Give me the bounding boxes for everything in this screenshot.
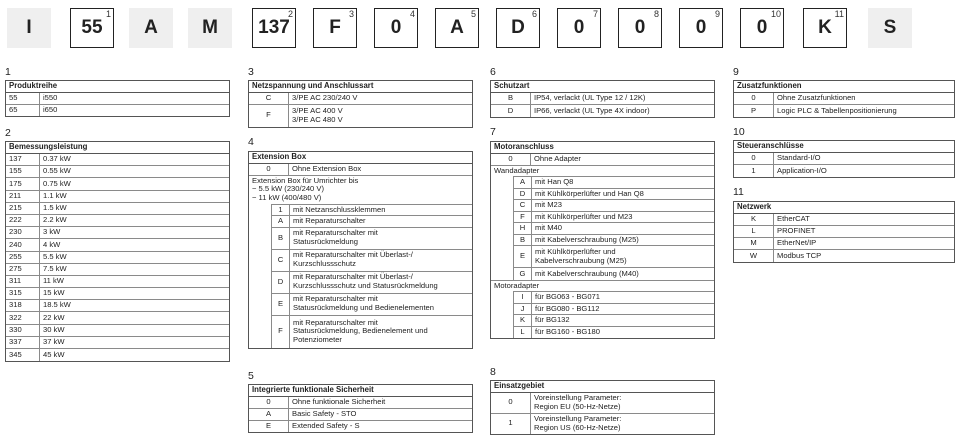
section-table xyxy=(733,201,955,263)
description: i650 xyxy=(43,104,58,114)
code-letter: 137 xyxy=(258,17,290,38)
description: 7.5 kW xyxy=(43,263,67,273)
table-row xyxy=(6,337,229,349)
code-position-number: 7 xyxy=(592,9,598,19)
section-table xyxy=(5,80,230,117)
description: mit Reparaturschalter xyxy=(293,216,366,226)
code-letter: 0 xyxy=(695,17,707,38)
code-box xyxy=(679,8,723,48)
code-value: K xyxy=(734,214,774,225)
description: 11 kW xyxy=(43,276,64,286)
description: Ohne Extension Box xyxy=(292,163,362,173)
table-title: Zusatzfunktionen xyxy=(734,81,954,93)
code-value: 215 xyxy=(6,203,40,214)
description: mit Kabelverschraubung (M25) xyxy=(535,234,639,244)
section-table xyxy=(248,80,473,128)
table-row xyxy=(272,316,472,348)
code-value: A xyxy=(249,409,289,420)
table-row xyxy=(514,212,714,224)
code-letter: S xyxy=(883,17,897,38)
description: EtherNet/IP xyxy=(777,238,817,248)
code-letter: 55 xyxy=(81,17,103,38)
code-position-number: 4 xyxy=(409,9,415,19)
code-value: B xyxy=(272,228,290,249)
section-table xyxy=(5,141,230,362)
section-number: 1 xyxy=(5,66,11,78)
code-value: 137 xyxy=(6,154,40,165)
code-value: 318 xyxy=(6,300,40,311)
table-row xyxy=(6,325,229,337)
table-row xyxy=(514,223,714,235)
table-row xyxy=(734,93,954,105)
table-row xyxy=(272,294,472,316)
table-row xyxy=(734,214,954,226)
code-value: 222 xyxy=(6,215,40,226)
description: für BG063 - BG071 xyxy=(535,292,601,302)
code-value: D xyxy=(514,189,532,200)
table-row xyxy=(6,239,229,251)
table-row xyxy=(514,304,714,316)
table-row xyxy=(491,393,714,414)
table-row xyxy=(6,154,229,166)
table-title: Netzwerk xyxy=(734,202,954,214)
code-value: 0 xyxy=(734,153,774,164)
table-title: Motoranschluss xyxy=(491,142,714,154)
description: 15 kW xyxy=(43,288,65,298)
table-row xyxy=(491,154,714,166)
description: Modbus TCP xyxy=(777,250,822,260)
code-position-number: 5 xyxy=(470,9,476,19)
code-value: 0 xyxy=(491,393,531,413)
code-value: W xyxy=(734,250,774,262)
description: Voreinstellung Parameter: Region EU (50-Hz-Netze) xyxy=(534,393,622,411)
section-number: 3 xyxy=(248,66,254,78)
code-value: C xyxy=(249,93,289,104)
code-value: E xyxy=(272,294,290,315)
table-row xyxy=(734,250,954,262)
code-box xyxy=(435,8,479,48)
description: 1.5 kW xyxy=(43,202,67,212)
code-box xyxy=(618,8,662,48)
section-number: 11 xyxy=(733,186,744,198)
table-title: Integrierte funktionale Sicherheit xyxy=(249,385,472,397)
description: 18.5 kW xyxy=(43,300,71,310)
code-position-number: 1 xyxy=(105,9,111,19)
code-value: D xyxy=(272,272,290,293)
description: 1.1 kW xyxy=(43,190,67,200)
code-value: F xyxy=(249,105,289,127)
description: mit Netzanschlussklemmen xyxy=(293,204,386,214)
code-value: 175 xyxy=(6,178,40,189)
code-position-number: 9 xyxy=(714,9,720,19)
table-row xyxy=(6,276,229,288)
table-row xyxy=(6,166,229,178)
code-value: B xyxy=(491,93,531,104)
description: 0.75 kW xyxy=(43,178,71,188)
table-row xyxy=(514,177,714,189)
code-position-number: 10 xyxy=(770,9,781,19)
section-table xyxy=(733,80,955,118)
table-row xyxy=(491,105,714,117)
code-letter: A xyxy=(144,17,158,38)
description: mit Kühlkörperlüfter und Kabelverschraubung (M25) xyxy=(535,247,627,265)
section-number: 10 xyxy=(733,126,745,138)
code-box xyxy=(252,8,296,48)
description: IP66, verlackt (UL Type 4X indoor) xyxy=(534,105,650,115)
extension-box-note: Extension Box für Umrichter bis − 5.5 kW (230/240 V) − 11 kW (400/480 V) xyxy=(252,175,359,202)
code-letter: K xyxy=(818,17,832,38)
section-number: 6 xyxy=(490,66,496,78)
table-row xyxy=(514,315,714,327)
description: Extended Safety - S xyxy=(292,421,360,431)
section-table xyxy=(248,151,473,349)
table-title: Bemessungsleistung xyxy=(6,142,229,154)
description: Voreinstellung Parameter: Region US (60-Hz-Netze) xyxy=(534,414,622,432)
section-table xyxy=(490,80,715,118)
code-value: C xyxy=(272,250,290,271)
code-letter: M xyxy=(202,17,218,38)
description: mit Han Q8 xyxy=(535,177,574,187)
table-row xyxy=(272,228,472,250)
table-row xyxy=(514,246,714,268)
description: für BG080 - BG112 xyxy=(535,303,600,313)
description: 2.2 kW xyxy=(43,215,67,225)
code-value: H xyxy=(514,223,532,234)
description: mit Reparaturschalter mit Statusrückmeldung und Bedienelementen xyxy=(293,294,434,313)
description: mit M23 xyxy=(535,200,563,210)
code-box xyxy=(496,8,540,48)
code-letter: I xyxy=(26,17,32,38)
code-value: C xyxy=(514,200,532,211)
description: 3/PE AC 400 V 3/PE AC 480 V xyxy=(292,105,343,124)
description: für BG132 xyxy=(535,315,570,325)
code-value: 211 xyxy=(6,191,40,202)
code-box xyxy=(374,8,418,48)
code-value: 330 xyxy=(6,325,40,336)
description: 3/PE AC 230/240 V xyxy=(292,92,358,102)
table-row xyxy=(6,264,229,276)
code-box xyxy=(803,8,847,48)
table-row xyxy=(249,93,472,105)
code-position-number: 11 xyxy=(834,9,844,19)
table-row xyxy=(272,205,472,217)
table-row xyxy=(249,421,472,433)
description: Logic PLC & Tabellenpositionierung xyxy=(777,105,897,115)
table-row xyxy=(734,238,954,250)
description: für BG160 - BG180 xyxy=(535,327,601,337)
table-row xyxy=(6,312,229,324)
table-row xyxy=(249,164,472,176)
code-value: J xyxy=(514,304,532,315)
table-row xyxy=(272,272,472,294)
description: mit Reparaturschalter mit Überlast-/ Kurzschlussschutz und Statusrückmeldung xyxy=(293,272,438,291)
code-value: 322 xyxy=(6,312,40,323)
code-value: P xyxy=(734,105,774,117)
code-value: 55 xyxy=(6,93,40,104)
sub-table xyxy=(271,204,472,348)
code-box xyxy=(188,8,232,48)
description: 0.55 kW xyxy=(43,166,71,176)
table-row xyxy=(734,226,954,238)
code-value: 315 xyxy=(6,288,40,299)
section-table xyxy=(490,141,715,339)
code-value: G xyxy=(514,268,532,280)
table-row xyxy=(6,93,229,105)
section-number: 4 xyxy=(248,136,254,148)
code-value: B xyxy=(514,235,532,246)
table-row xyxy=(249,105,472,127)
section-number: 7 xyxy=(490,126,496,138)
table-row xyxy=(514,327,714,339)
table-row xyxy=(6,191,229,203)
code-box xyxy=(70,8,114,48)
description: 37 kW xyxy=(43,337,65,347)
section-table xyxy=(733,140,955,178)
code-letter: 0 xyxy=(756,17,768,38)
code-value: 0 xyxy=(249,397,289,408)
code-box xyxy=(129,8,173,48)
table-row xyxy=(734,153,954,165)
table-row xyxy=(734,165,954,177)
code-position-number: 8 xyxy=(653,9,659,19)
description: Ohne Adapter xyxy=(534,153,581,163)
description: EtherCAT xyxy=(777,214,810,224)
description: 4 kW xyxy=(43,239,61,249)
description: 0.37 kW xyxy=(43,154,71,164)
table-row xyxy=(514,235,714,247)
code-value: 345 xyxy=(6,349,40,361)
code-value: 255 xyxy=(6,252,40,263)
description: 5.5 kW xyxy=(43,251,67,261)
code-value: F xyxy=(272,316,290,348)
description: 45 kW xyxy=(43,349,65,359)
table-row xyxy=(491,93,714,105)
table-row xyxy=(272,250,472,272)
code-value: 0 xyxy=(249,164,289,175)
code-value: 275 xyxy=(6,264,40,275)
code-value: 311 xyxy=(6,276,40,287)
table-row xyxy=(6,105,229,117)
table-row xyxy=(6,178,229,190)
code-position-number: 6 xyxy=(531,9,537,19)
table-title: Steueranschlüsse xyxy=(734,141,954,153)
table-title: Netzspannung und Anschlussart xyxy=(249,81,472,93)
code-letter: 0 xyxy=(390,17,402,38)
code-value: L xyxy=(734,226,774,237)
code-letter: F xyxy=(329,17,341,38)
code-letter: D xyxy=(511,17,525,38)
code-value: L xyxy=(514,327,532,339)
code-value: 337 xyxy=(6,337,40,348)
table-row xyxy=(514,292,714,304)
table-row xyxy=(6,349,229,361)
code-value: I xyxy=(514,292,532,303)
table-row xyxy=(6,288,229,300)
description: PROFINET xyxy=(777,226,816,236)
code-box xyxy=(7,8,51,48)
code-value: 230 xyxy=(6,227,40,238)
code-box xyxy=(557,8,601,48)
description: Ohne funktionale Sicherheit xyxy=(292,397,386,407)
section-table xyxy=(248,384,473,433)
table-title: Extension Box xyxy=(249,152,472,164)
table-row xyxy=(514,189,714,201)
description: i550 xyxy=(43,92,58,102)
code-value: 0 xyxy=(734,93,774,104)
description: mit Kühlkörperlüfter und M23 xyxy=(535,211,633,221)
description: 30 kW xyxy=(43,324,65,334)
table-row xyxy=(6,227,229,239)
code-position-number: 2 xyxy=(287,9,293,19)
group-label: Wandadapter xyxy=(494,165,540,175)
section-number: 5 xyxy=(248,370,254,382)
description: mit Kabelverschraubung (M40) xyxy=(535,268,639,278)
section-table xyxy=(490,380,715,435)
description: Basic Safety - STO xyxy=(292,408,357,418)
description: mit Reparaturschalter mit Statusrückmeldung xyxy=(293,228,378,247)
code-value: 65 xyxy=(6,105,40,117)
table-row xyxy=(249,397,472,409)
table-row xyxy=(734,105,954,117)
code-value: F xyxy=(514,212,532,223)
code-value: 155 xyxy=(6,166,40,177)
code-value: M xyxy=(734,238,774,249)
code-value: A xyxy=(272,216,290,227)
table-row xyxy=(491,414,714,435)
table-row xyxy=(6,252,229,264)
table-row xyxy=(6,215,229,227)
table-title: Schutzart xyxy=(491,81,714,93)
code-letter: 0 xyxy=(573,17,585,38)
description: mit Reparaturschalter mit Überlast-/ Kurzschlussschutz xyxy=(293,250,413,269)
code-box xyxy=(313,8,357,48)
description: mit Kühlkörperlüfter und Han Q8 xyxy=(535,188,644,198)
sub-table xyxy=(513,176,714,280)
description: 22 kW xyxy=(43,312,65,322)
code-value: K xyxy=(514,315,532,326)
code-letter: A xyxy=(450,17,464,38)
description: Ohne Zusatzfunktionen xyxy=(777,93,856,103)
section-number: 8 xyxy=(490,366,496,378)
code-letter: 0 xyxy=(634,17,646,38)
table-row xyxy=(6,300,229,312)
code-value: E xyxy=(249,421,289,433)
description: IP54, verlackt (UL Type 12 / 12K) xyxy=(534,93,646,103)
table-title: Produktreihe xyxy=(6,81,229,93)
section-number: 2 xyxy=(5,127,11,139)
description: mit M40 xyxy=(535,223,563,233)
table-row xyxy=(514,268,714,280)
code-position-number: 3 xyxy=(348,9,354,19)
description: 3 kW xyxy=(43,227,61,237)
sub-table xyxy=(513,291,714,338)
section-number: 9 xyxy=(733,66,739,78)
table-row xyxy=(514,200,714,212)
description: mit Reparaturschalter mit Statusrückmeldung, Bedienelement und Potenziometer xyxy=(293,317,428,345)
code-box xyxy=(868,8,912,48)
table-title: Einsatzgebiet xyxy=(491,381,714,393)
group-label: Motoradapter xyxy=(491,280,714,292)
code-value: 1 xyxy=(272,205,290,216)
description: Application-I/O xyxy=(777,165,827,175)
table-row xyxy=(6,203,229,215)
code-value: 1 xyxy=(734,165,774,177)
code-value: 0 xyxy=(491,154,531,165)
code-value: D xyxy=(491,105,531,117)
code-value: A xyxy=(514,177,532,188)
table-row xyxy=(272,216,472,228)
table-row xyxy=(249,409,472,421)
description: Standard-I/O xyxy=(777,153,821,163)
code-box xyxy=(740,8,784,48)
code-value: E xyxy=(514,246,532,267)
code-value: 1 xyxy=(491,414,531,435)
code-value: 240 xyxy=(6,239,40,250)
